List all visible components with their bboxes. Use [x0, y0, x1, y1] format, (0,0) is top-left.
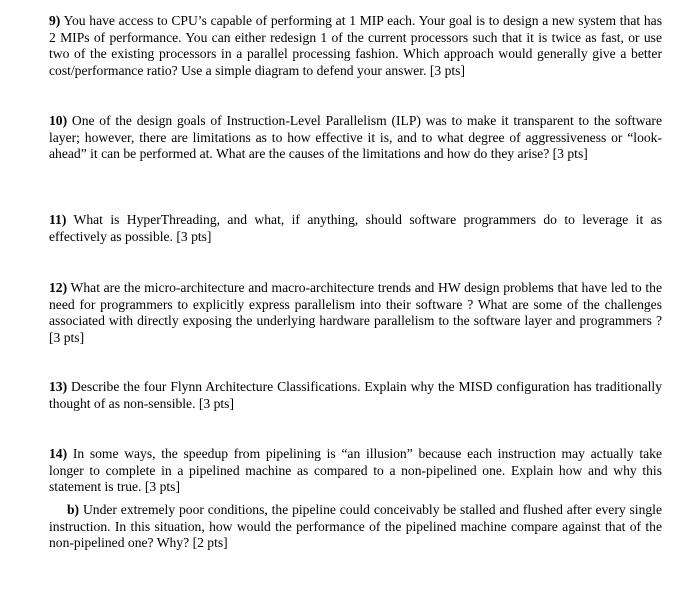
sub-question-text: Under extremely poor conditions, the pipeline could conceivably be stalled and flushed after every single instruction. In this situation, how would the performance of the pipelined machine compare against that of the non-pipelined one? Why? [2 pts] [49, 502, 662, 550]
question-10 [49, 113, 662, 163]
question-number: 14) [49, 446, 68, 461]
question-text: What is HyperThreading, and what, if anything, should software programmers do to leverage it as effectively as possible. [3 pts] [49, 212, 662, 244]
question-text: In some ways, the speedup from pipelining is “an illusion” because each instruction may actually take longer to complete in a pipelined machine as compared to a non-pipelined one. Explain how and why this statement is true. [3 pts] [49, 446, 662, 494]
question-text: What are the micro-architecture and macro-architecture trends and HW design problems that have led to the need for programmers to explicitly express parallelism into their software ? What are some of the challenges associated with directly exposing the underlying hardware parallelism to the software layer and programmers ? [3 pts] [49, 280, 662, 345]
question-number: 13) [49, 379, 68, 394]
question-number: 10) [49, 113, 68, 128]
question-14-part-b [49, 502, 662, 552]
question-text: One of the design goals of Instruction-Level Parallelism (ILP) was to make it transparent to the software layer; however, there are limitations as to how effective it is, and to what degree of aggressiveness or “look-ahead” it can be performed at. What are the causes of the limitations and how do they arise? [3 pts] [49, 113, 662, 161]
question-number: 11) [49, 212, 67, 227]
question-11 [49, 212, 662, 245]
question-text: You have access to CPU’s capable of performing at 1 MIP each. Your goal is to design a new system that has 2 MIPs of performance. You can either redesign 1 of the current processors such that it is twice as fast, or use two of the existing processors in a parallel processing fashion. Which approach would generally give a better cost/performance ratio? Use a simple diagram to defend your answer. [3 pts] [49, 13, 662, 78]
sub-question-label: b) [67, 502, 80, 517]
question-13 [49, 379, 662, 412]
question-number: 9) [49, 13, 61, 28]
question-text: Describe the four Flynn Architecture Classifications. Explain why the MISD configuration has traditionally thought of as non-sensible. [3 pts] [49, 379, 662, 411]
question-12 [49, 280, 662, 346]
question-number: 12) [49, 280, 68, 295]
question-9 [49, 13, 662, 79]
question-14 [49, 446, 662, 496]
